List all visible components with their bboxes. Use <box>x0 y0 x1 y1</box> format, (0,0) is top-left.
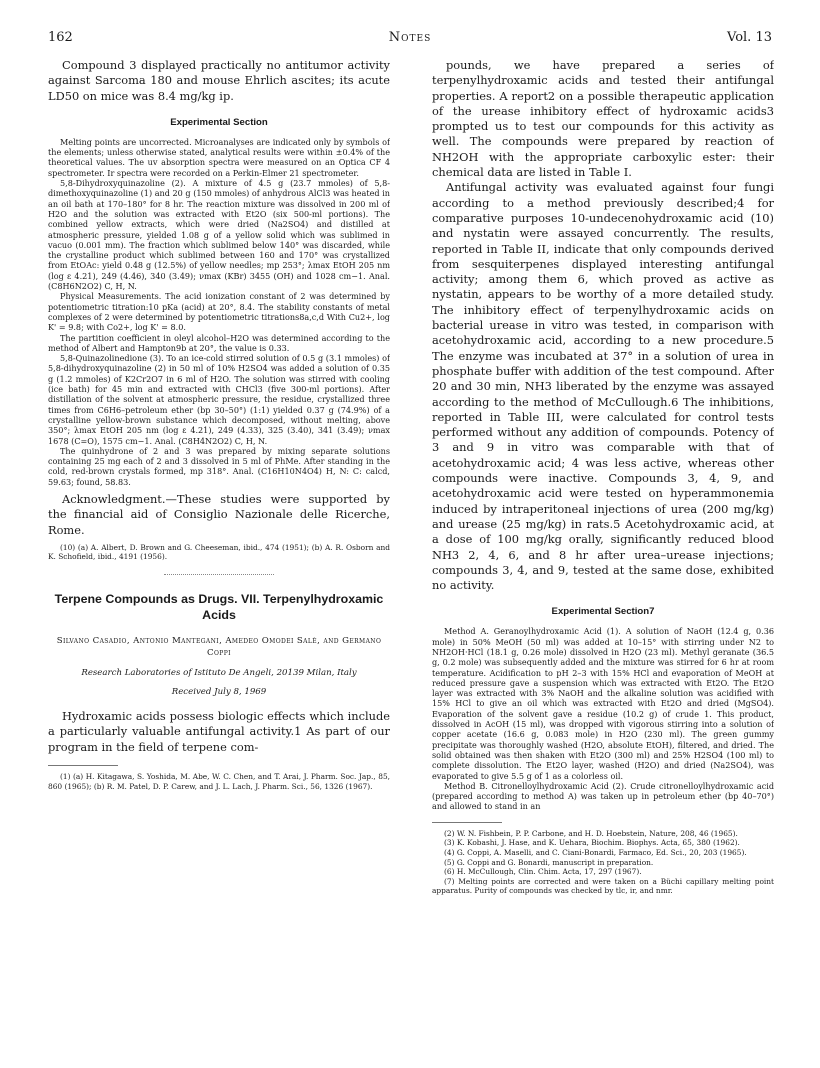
author-list: Silvano Casadio, Antonio Mantegani, Amedeo Omodei Salè, and Germano Coppi <box>56 636 382 659</box>
journal-section: Notes <box>388 30 432 45</box>
footnote-5: (5) G. Coppi and G. Bonardi, manuscript in preparation. <box>444 857 654 867</box>
footnote-6: (6) H. McCullough, Clin. Chim. Acta, 17, 297 (1967). <box>444 867 642 877</box>
footnote-rule <box>48 765 118 766</box>
footnote-7: (7) Melting points are corrected and were taken on a Büchi capillary melting point apparatus. Purity of compounds was checked by tlc, ir, and nmr. <box>432 876 774 896</box>
article-intro: Hydroxamic acids possess biologic effects which include a particularly valuable antifungal activity.1 As part of our program in the field of terpene com- <box>48 709 390 754</box>
quinhydrone-prep: The quinhydrone of 2 and 3 was prepared by mixing separate solutions containing 25 mg each of 2 and 3 dissolved in 5 ml of PhMe. After standing in the cold, red-brown crystals formed, mp 318°. Anal. (C16H10N4O4) H, N: C: calcd, 59.63; found, 58.83. <box>48 445 390 487</box>
left-column <box>48 58 390 1048</box>
body-paragraph-2: Antifungal activity was evaluated against four fungi according to a method previously described;4 for comparative purposes 10-undecenohydroxamic acid (10) and nystatin were assayed concurrently. The results, reported in Table II, indicate that only compounds derived from sesquiterpenes displayed interesting antifungal activity; among them 6, which proved as active as nystatin, appears to be worthy of a more detailed study. The inhibitory effect of terpenylhydroxamic acids on bacterial urease in vitro was tested, in comparison with acetohydroxamic acid, according to a new procedure.5 The enzyme was incubated at 37° in a solution of urea in phosphate buffer with addition of the test compound. After 20 and 30 min, NH3 liberated by the enzyme was assayed according to the method of McCullough.6 The inhibitions, reported in Table III, were calculated for control tests performed without any addition of compounds. Potency of 3 and 9 in vitro was comparable with that of acetohydroxamic acid; 4 was less active, whereas other compounds were inactive. Compounds 3, 4, 9, and acetohydroxamic acid were tested on hyperammonemia induced by intraperitoneal injections of urea (200 mg/kg) and urease (25 mg/kg) in rats.5 Acetohydroxamic acid, at a dose of 100 mg/kg orally, significantly reduced blood NH3 2, 4, 6, and 8 hr after urea–urease injections; compounds 3, 4, and 9, tested at the same dose, exhibited no activity. <box>432 180 774 593</box>
experimental-general: Melting points are uncorrected. Microanalyses are indicated only by symbols of the elements; unless otherwise stated, analytical results were within ±0.4% of the theoretical values. The uv absorption spectra were measured on an Optica CF 4 spectrometer. Ir spectra were recorded on a Perkin-Elmer 21 spectrometer. <box>48 136 390 178</box>
dihydroxyquinazoline-prep: 5,8-Dihydroxyquinazoline (2). A mixture of 4.5 g (23.7 mmoles) of 5,8-dimethoxyquinazoline (1) and 20 g (150 mmoles) of anhydrous AlCl3 was heated in an oil bath at 170–180° for 8 hr. The reaction mixture was dissolved in 200 ml of H2O and the solution was extracted with Et2O (six 500-ml portions). The combined yellow extracts, which were dried (Na2SO4) and distilled at atmospheric pressure, yielded 1.08 g of a yellow solid which was sublimed in vacuo (0.001 mm). The fraction which sublimed below 140° was discarded, while the crystalline product which sublimed between 160 and 170° was crystallized from EtOAc: yield 0.48 g (12.5%) of yellow needles; mp 253°; λmax EtOH 205 nm (log ε 4.21), 249 (4.46), 340 (3.49); νmax (KBr) 3455 (OH) and 1028 cm−1. Anal. (C8H6N2O2) C, H, N. <box>48 178 390 292</box>
footnote-rule-right <box>432 822 502 823</box>
method-a: Method A. Geranoylhydroxamic Acid (1). A solution of NaOH (12.4 g, 0.36 mole) in 50% MeOH (50 ml) was added at 10–15° with stirring under N2 to NH2OH·HCl (18.1 g, 0.26 mole) dissolved in H2O (23 ml). Methyl geranate (36.5 g, 0.2 mole) was subsequently added and the mixture was stirred for 6 hr at room temperature. Acidification to pH 2–3 with 15% HCl and evaporation of MeOH at reduced pressure gave a suspension which was extracted with Et2O. The Et2O layer was extracted with 3% NaOH and the alkaline solution was acidified with 15% HCl to give an oil which was extracted with Et2O and dried (MgSO4). Evaporation of the solvent gave a residue (10.2 g) of crude 1. This product, dissolved in AcOH (15 ml), was dropped with vigorous stirring into a solution of copper acetate (16.6 g, 0.083 mole) in H2O (230 ml). The green gummy precipitate was thoroughly washed (H2O, absolute EtOH), filtered, and dried. The solid obtained was then shaken with Et2O (300 ml) and 25% H2SO4 (100 ml) to complete dissolution. The Et2O layer, washed (H2O) and dried (Na2SO4), was evaporated to give 5.5 g of 1 as a colorless oil. <box>432 626 774 781</box>
experimental-heading: Experimental Section <box>170 116 268 128</box>
physical-measurements: Physical Measurements. The acid ionization constant of 2 was determined by potentiometric titration:10 pKa (acid) at 20°, 8.4. The stability constants of metal complexes of 2 were determined by potentiometric titrations8a,c,d With Cu2+, log K' = 9.8; with Co2+, log K' = 8.0. <box>48 291 390 333</box>
reference-10: (10) (a) A. Albert, D. Brown and G. Cheeseman, ibid., 474 (1951); (b) A. R. Osborn and K. Schofield, ibid., 4191 (1956). <box>48 542 390 562</box>
volume-number: Vol. 13 <box>727 30 772 45</box>
article-divider <box>164 574 274 575</box>
footnote-1: (1) (a) H. Kitagawa, S. Yoshida, M. Abe, W. C. Chen, and T. Arai, J. Pharm. Soc. Jap., 85, 860 (1965); (b) R. M. Patel, D. P. Carew, and J. L. Lach, J. Pharm. Sci., 56, 1326 (1967). <box>48 771 390 791</box>
method-b: Method B. Citronelloylhydroxamic Acid (2). Crude citronelloylhydroxamic acid (prepared according to method A) was taken up in petroleum ether (bp 40–70°) and allowed to stand in an <box>432 780 774 812</box>
intro-paragraph: Compound 3 displayed practically no antitumor activity against Sarcoma 180 and mouse Ehrlich ascites; its acute LD50 on mice was 8.4 mg/kg ip. <box>48 58 390 103</box>
acknowledgment: Acknowledgment.—These studies were supported by the financial aid of Consiglio Nazionale delle Ricerche, Rome. <box>48 491 390 537</box>
quinazolinedione-prep: 5,8-Quinazolinedione (3). To an ice-cold stirred solution of 0.5 g (3.1 mmoles) of 5,8-dihydroxyquinazoline (2) in 50 ml of 10% H2SO4 was added a solution of 0.35 g (1.2 mmoles) of K2Cr2O7 in 6 ml of H2O. The solution was stirred with cooling (ice bath) for 45 min and extracted with CHCl3 (five 300-ml portions). After distillation of the solvent at atmospheric pressure, the residue, crystallized three times from C6H6–petroleum ether (bp 30–50°) (1:1) yielded 0.37 g (74.9%) of a crystalline yellow-brown substance which decomposed, without melting, above 350°; λmax EtOH 205 nm (log ε 4.21), 249 (4.33), 325 (3.40), 341 (3.49); νmax 1678 (C=O), 1575 cm−1. Anal. (C8H4N2O2) C, H, N. <box>48 353 390 446</box>
received-date: Received July 8, 1969 <box>171 687 267 698</box>
body-paragraph-1: pounds, we have prepared a series of terpenylhydroxamic acids and tested their antifungal properties. A report2 on a possible therapeutic application of the urease inhibitory effect of hydroxamic acids3 prompted us to test our compounds for this activity as well. The compounds were prepared by reaction of NH2OH with the appropriate carboxylic ester: their chemical data are listed in Table I. <box>432 58 774 180</box>
partition-coefficient: The partition coefficient in oleyl alcohol–H2O was determined according to the method of Albert and Hampton9b at 20°, the value is 0.33. <box>48 332 390 353</box>
footnote-2: (2) W. N. Fishbein, P. P. Carbone, and H. D. Hoebstein, Nature, 208, 46 (1965). <box>444 828 738 838</box>
article-title: Terpene Compounds as Drugs. VII. Terpenylhydroxamic Acids <box>54 592 384 623</box>
running-header <box>48 30 772 48</box>
affiliation: Research Laboratories of Istituto De Angeli, 20139 Milan, Italy <box>81 668 357 679</box>
experimental-heading-2: Experimental Section7 <box>551 606 655 618</box>
footnote-4: (4) G. Coppi, A. Maselli, and C. Ciani-Bonardi, Farmaco, Ed. Sci., 20, 203 (1965). <box>444 847 747 857</box>
footnote-3: (3) K. Kobashi, J. Hase, and K. Uehara, Biochim. Biophys. Acta, 65, 380 (1962). <box>444 838 740 848</box>
page-number: 162 <box>48 30 73 45</box>
right-column <box>432 58 774 1048</box>
